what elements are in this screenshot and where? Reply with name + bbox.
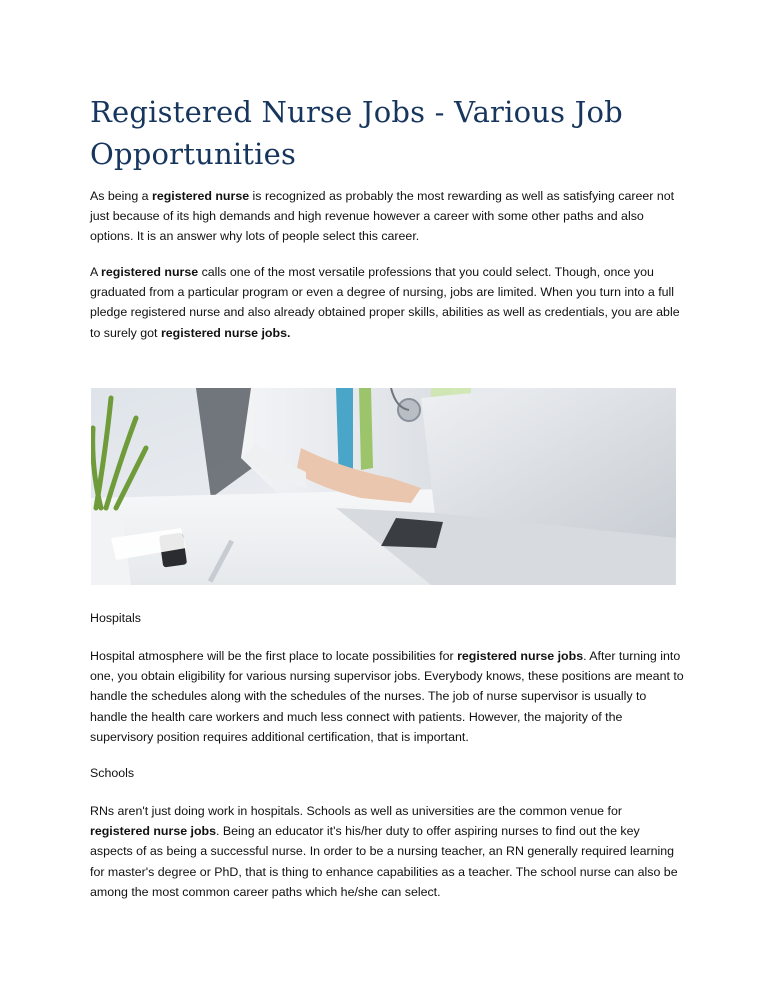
text-run: As being a xyxy=(90,189,152,203)
hospitals-paragraph xyxy=(90,646,685,747)
text-run: RNs aren't just doing work in hospitals. Schools as well as universities are the common venue for xyxy=(90,804,622,818)
schools-paragraph xyxy=(90,801,685,902)
intro-paragraph-1 xyxy=(90,186,685,247)
intro-paragraph-2 xyxy=(90,262,685,343)
nurse-at-laptop-photo xyxy=(91,388,676,585)
text-run: . After turning into one, you obtain eligibility for various nursing supervisor jobs. Everybody knows, these positions are meant to handle the schedules along with the schedules of the nurses. The job of nurse supervisor is usually to handle the health care workers and much less connect with patients. However, the majority of the supervisory position requires additional certification, that is important. xyxy=(90,649,684,744)
section-heading-schools: Schools xyxy=(90,766,135,780)
page-title: Registered Nurse Jobs - Various Job Opportunities xyxy=(90,95,623,171)
text-run: is recognized as probably the most rewarding as well as satisfying career not just because of its high demands and high revenue however a career with some other paths and also options. It is an answer why lots of people select this career. xyxy=(90,189,675,244)
text-run: A xyxy=(90,265,102,279)
text-run: . Being an educator it's his/her duty to offer aspiring nurses to find out the key aspects of as being a successful nurse. In order to be a nursing teacher, an RN generally required learning for master's degree or PhD, that is thing to enhance capabilities as a teacher. The school nurse can also be among the most common career paths which he/she can select. xyxy=(90,824,678,899)
section-heading-hospitals: Hospitals xyxy=(90,611,141,625)
keyword-bold: registered nurse jobs. xyxy=(160,325,291,340)
keyword-bold: registered nurse jobs xyxy=(457,649,584,663)
text-run: Hospital atmosphere will be the first place to locate possibilities for xyxy=(90,649,458,663)
keyword-bold: registered nurse xyxy=(101,265,199,279)
text-run: calls one of the most versatile professions that you could select. Though, once you graduated from a particular program or even a degree of nursing, jobs are limited. When you turn into a full pledge registered nurse and also already obtained proper skills, abilities as well as credentials, you are able to surely got xyxy=(90,265,680,340)
keyword-bold: registered nurse jobs xyxy=(90,824,217,839)
keyword-bold: registered nurse xyxy=(152,189,250,203)
